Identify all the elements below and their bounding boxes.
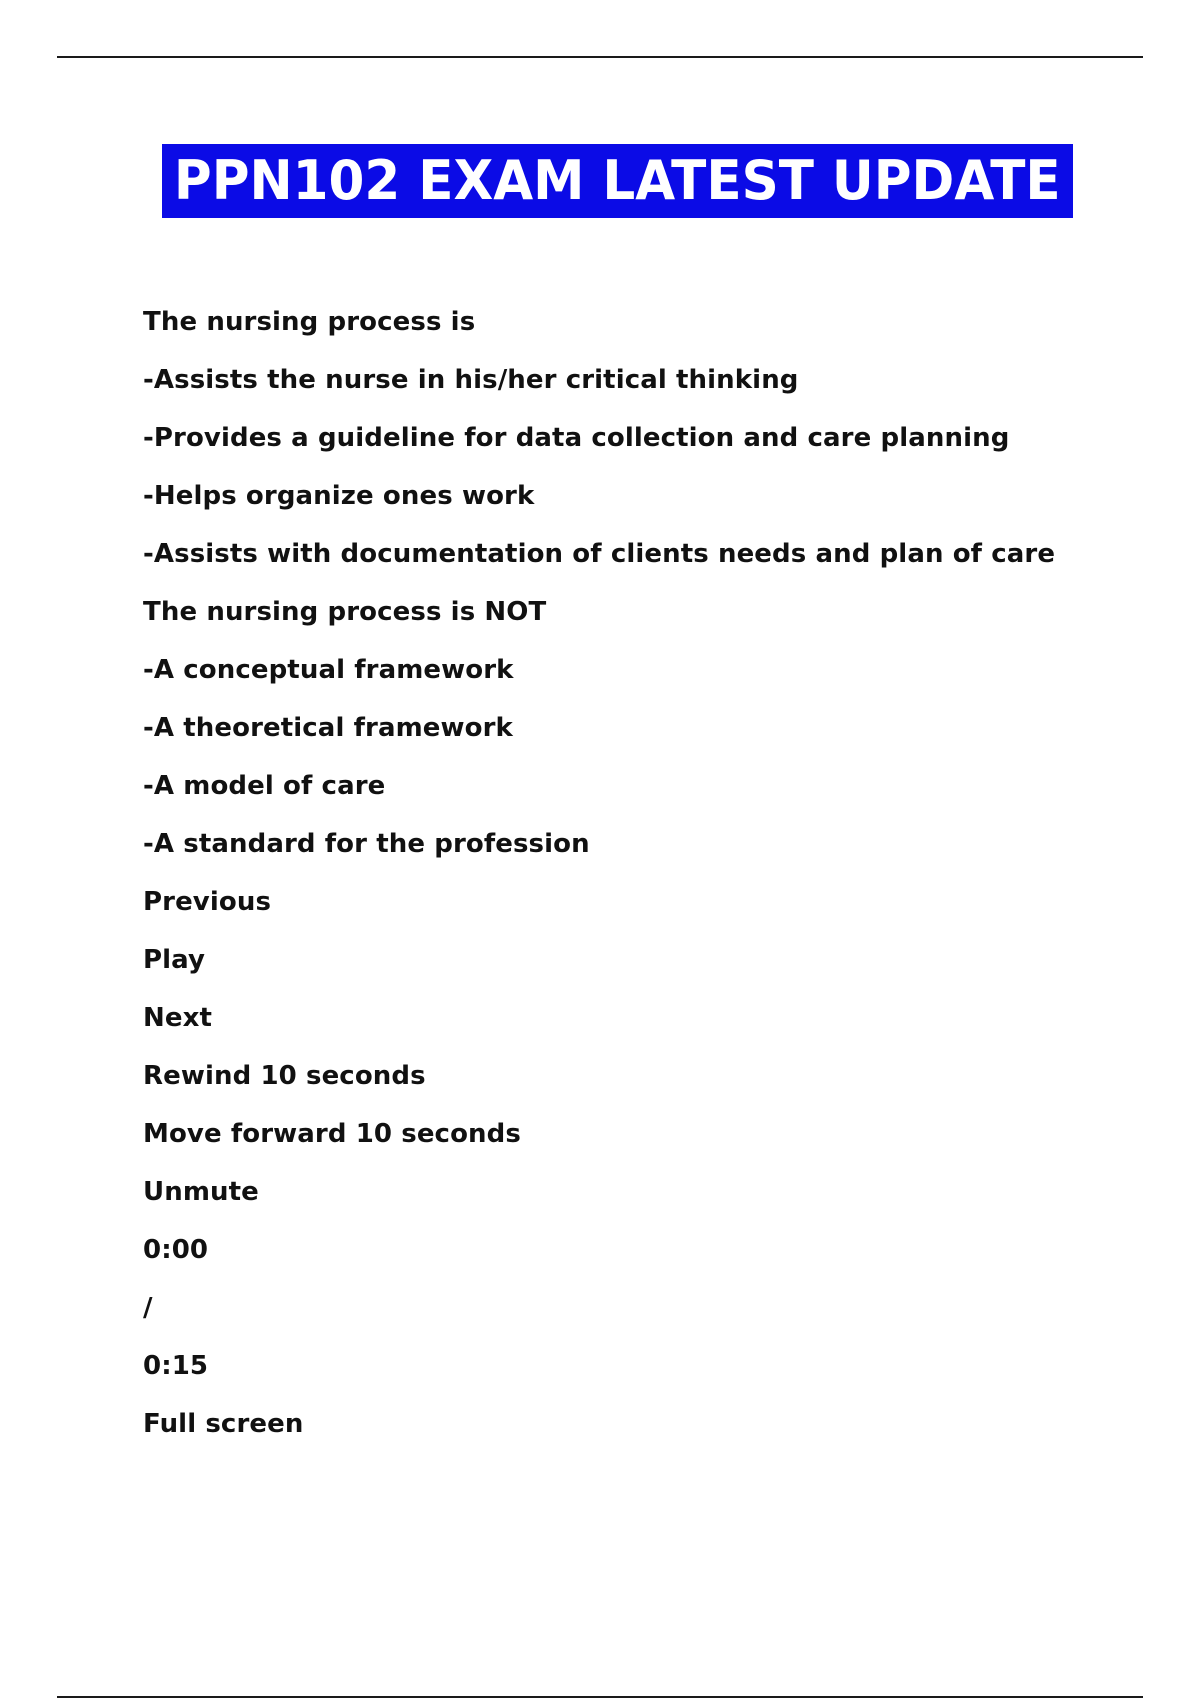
list-item: -Provides a guideline for data collection and care planning — [143, 423, 1010, 453]
bottom-rule — [57, 1696, 1143, 1698]
player-unmute-label: Unmute — [143, 1177, 259, 1207]
list-item: -A standard for the profession — [143, 829, 590, 859]
player-fullscreen-label: Full screen — [143, 1409, 304, 1439]
list-item: -Assists the nurse in his/her critical thinking — [143, 365, 799, 395]
player-forward-label: Move forward 10 seconds — [143, 1119, 521, 1149]
player-time-separator: / — [143, 1293, 153, 1323]
player-duration: 0:15 — [143, 1351, 209, 1381]
section-heading: The nursing process is — [143, 307, 476, 337]
player-current-time: 0:00 — [143, 1235, 209, 1265]
list-item: -Helps organize ones work — [143, 481, 535, 511]
document-title: PPN102 EXAM LATEST UPDATE — [174, 149, 1061, 212]
section-heading: The nursing process is NOT — [143, 597, 547, 627]
list-item: -A model of care — [143, 771, 386, 801]
list-item: -Assists with documentation of clients needs and plan of care — [143, 539, 1056, 569]
list-item: -A theoretical framework — [143, 713, 513, 743]
player-previous-label: Previous — [143, 887, 272, 917]
list-item: -A conceptual framework — [143, 655, 514, 685]
title-banner — [162, 144, 1073, 218]
top-rule — [57, 56, 1143, 58]
player-next-label: Next — [143, 1003, 212, 1033]
document-body — [143, 302, 1143, 1462]
player-rewind-label: Rewind 10 seconds — [143, 1061, 426, 1091]
player-play-label: Play — [143, 945, 206, 975]
